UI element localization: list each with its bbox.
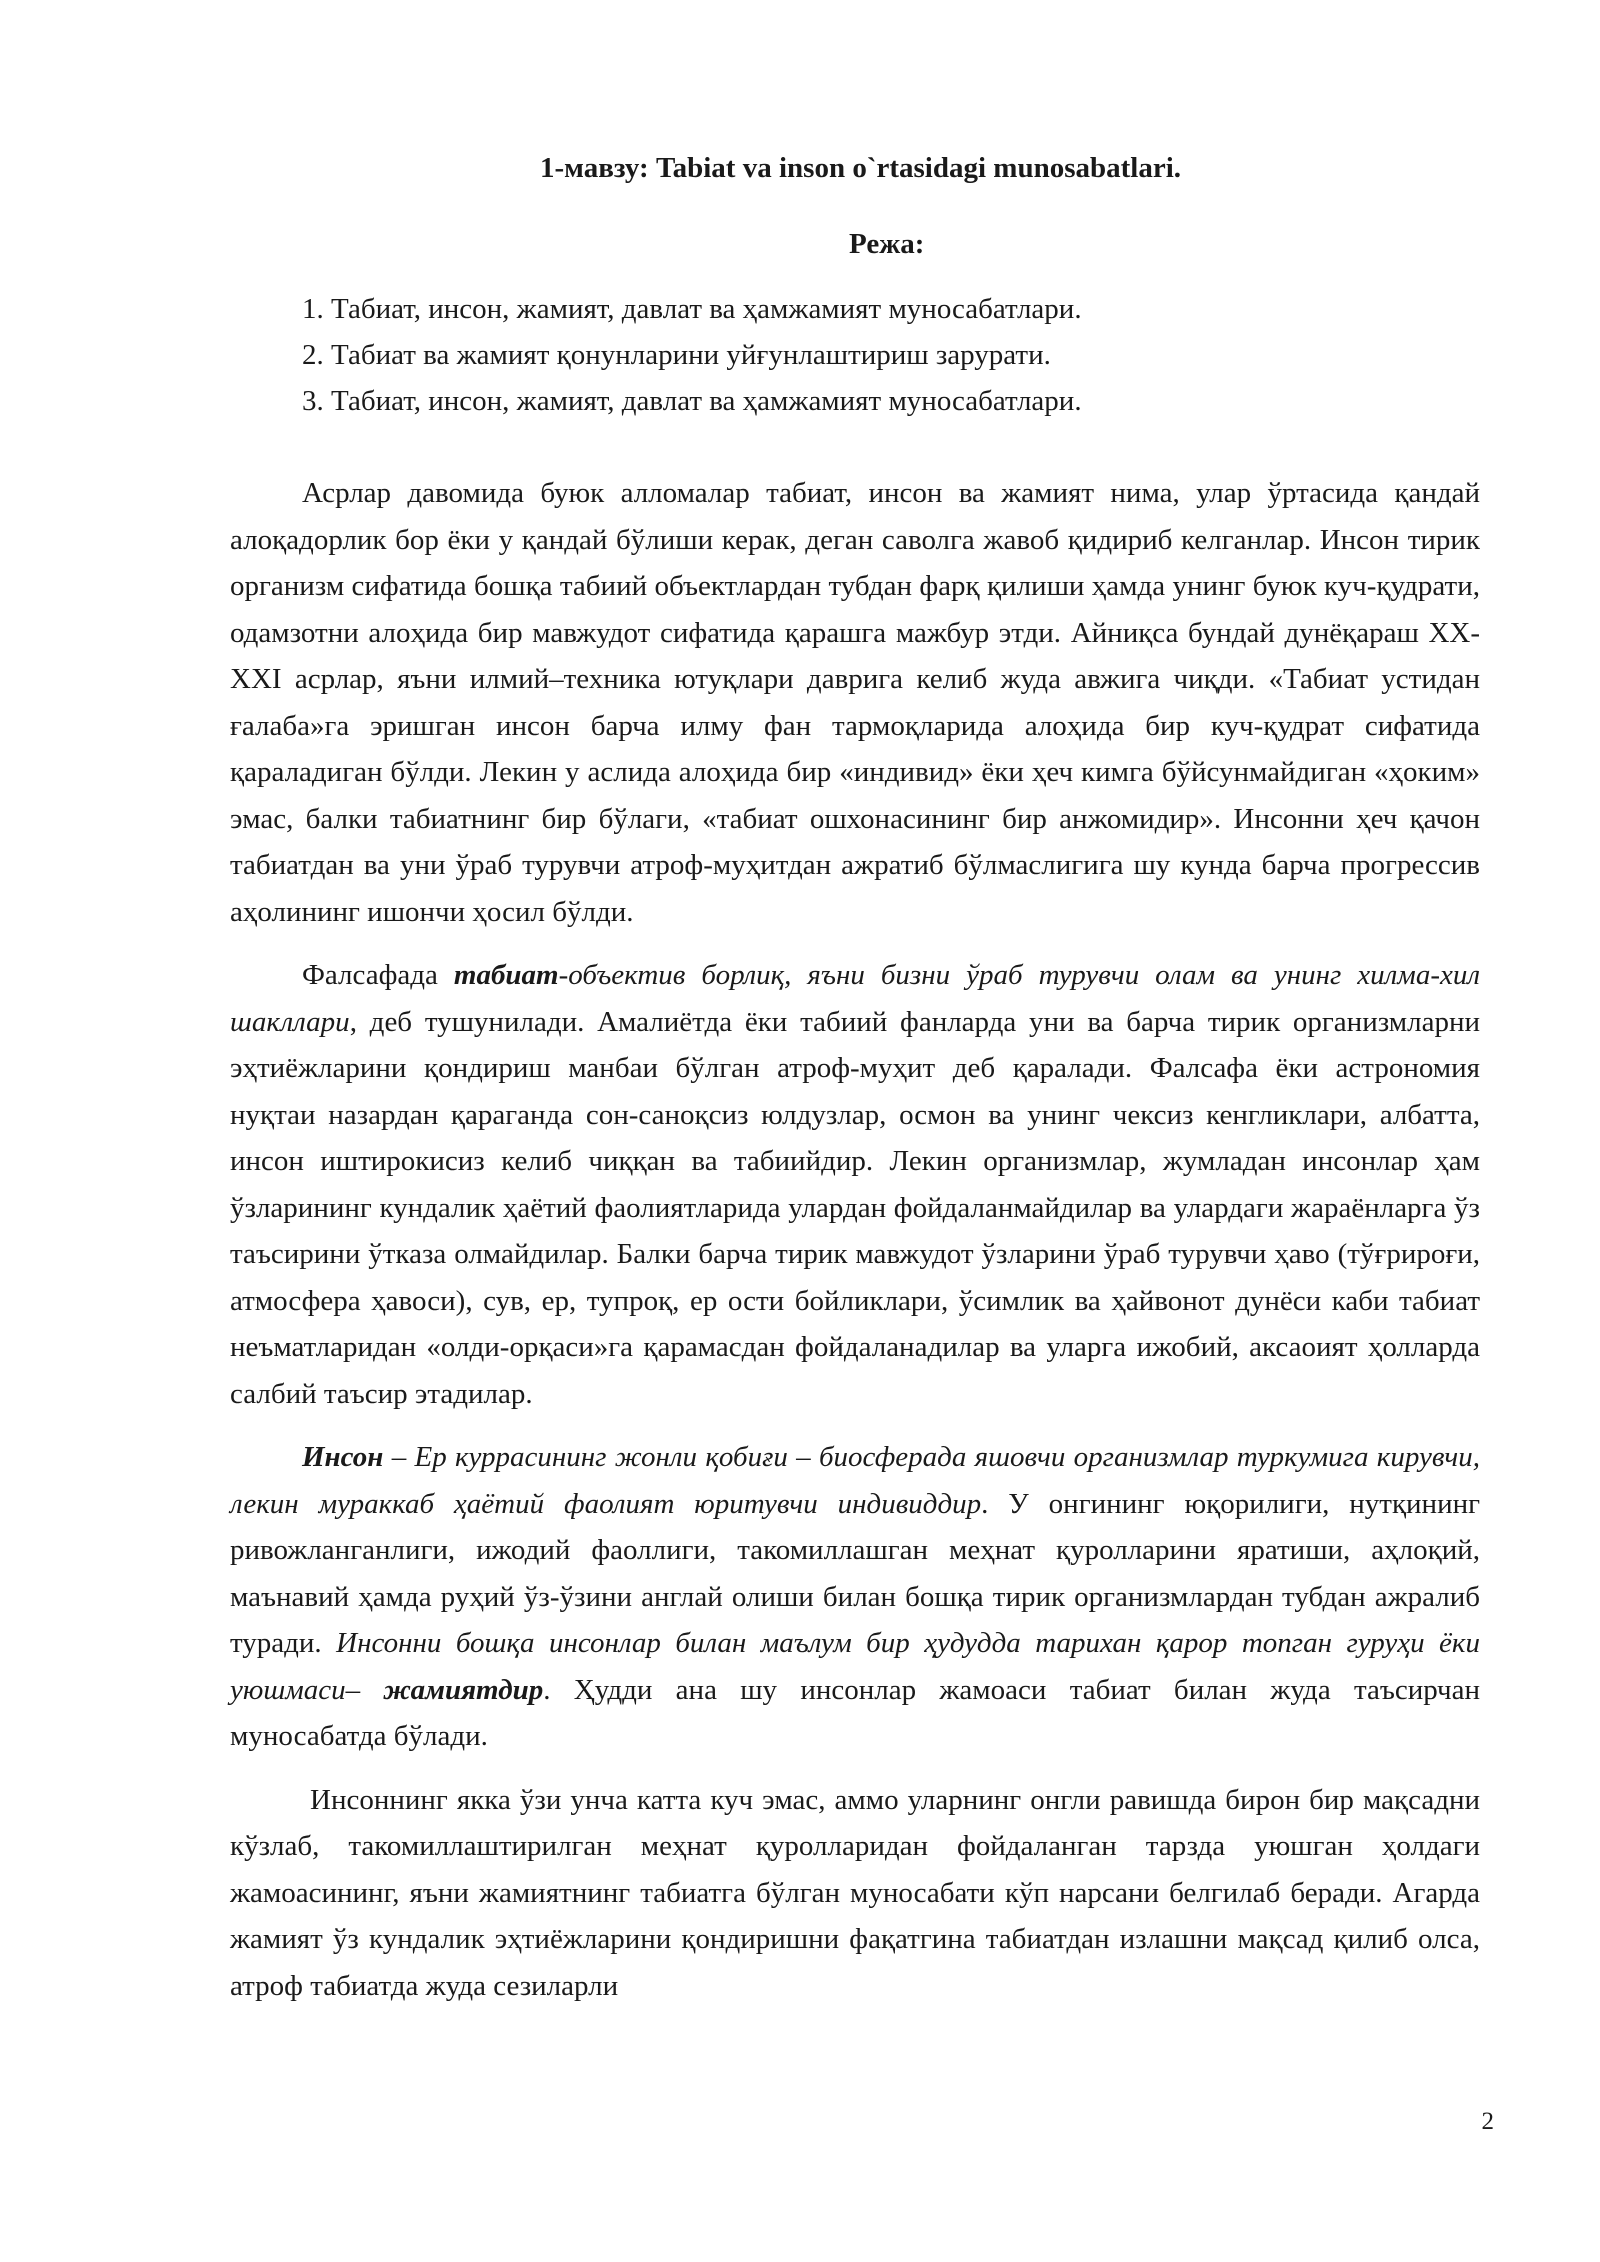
term-nature: табиат — [453, 959, 559, 991]
term-human: Инсон — [302, 1441, 384, 1473]
plan-heading: Режа: — [849, 228, 925, 260]
plan-item: 3. Табиат, инсон, жамият, давлат ва ҳамжамият муносабатлари. — [302, 385, 1082, 417]
body-text — [230, 470, 1480, 2009]
definition-nature: -объектив борлиқ, яъни бизни ўраб турувчи олам ва унинг хилма-хил шакллари — [230, 959, 1480, 1038]
paragraph-3 — [230, 1434, 1480, 1760]
plan-list — [302, 286, 1082, 424]
plan-item: 2. Табиат ва жамият қонунларини уйғунлаштириш зарурати. — [302, 339, 1051, 371]
paragraph-2-lead: Фалсафада — [302, 959, 454, 991]
paragraph-4: Инсоннинг якка ўзи унча катта куч эмас, аммо уларнинг онгли равишда бирон бир мақсадни кўзлаб, такомиллаштирилган меҳнат қуролларидан фойдаланган тарзда уюшган ҳолдаги жамоасининг, яъни жамиятнинг табиатга бўлган муносабати кўп нарсани белгилаб беради. Агарда жамият ўз кундалик эҳтиёжларини қондиришни фақатгина табиатдан излашни мақсад қилиб олса, атроф табиатда жуда сезиларли — [230, 1783, 1480, 2002]
plan-item: 1. Табиат, инсон, жамият, давлат ва ҳамжамият муносабатлари. — [302, 293, 1082, 325]
definition-society: Инсонни бошқа инсонлар билан маълум бир ҳудудда тарихан қарор топган гуруҳи ёки уюшмаси– — [230, 1627, 1480, 1706]
paragraph-1: Асрлар давомида буюк алломалар табиат, инсон ва жамият нима, улар ўртасида қандай алоқадорлик бор ёки у қандай бўлиши керак, деган саволга жавоб қидириб келганлар. Инсон тирик организм сифатида бошқа табиий объектлардан тубдан фарқ қилиши ҳамда унинг буюк куч-қудрати, одамзотни алоҳида бир мавжудот сифатида қарашга мажбур этди. Айниқса бундай дунёқараш XX-XXI асрлар, яъни илмий–техника ютуқлари даврига келиб жуда авжига чиқди. «Табиат устидан ғалаба»га эришган инсон барча илму фан тармоқларида алоҳида бир куч-қудрат сифатида қараладиган бўлди. Лекин у аслида алоҳида бир «индивид» ёки ҳеч кимга бўйсунмайдиган «ҳоким» эмас, балки табиатнинг бир бўлаги, «табиат ошхонасининг бир анжомидир». Инсонни ҳеч қачон табиатдан ва уни ўраб турувчи атроф-муҳитдан ажратиб бўлмаслигига шу кунда барча прогрессив аҳолининг ишончи ҳосил бўлди. — [230, 477, 1480, 928]
paragraph-3-rest: . Ҳудди ана шу инсонлар жамоаси табиат билан жуда таъсирчан муносабатда бўлади. — [230, 1673, 1481, 1752]
paragraph-3-middle: . У онгининг юқорилиги, нутқининг ривожланганлиги, ижодий фаоллиги, такомиллашган меҳнат қуролларини яратиши, аҳлоқий, маънавий ҳамда руҳий ўз-ўзини англай олиши билан бошқа тирик организмлардан тубдан ажралиб туради. — [230, 1487, 1481, 1659]
paragraph-2-rest: , деб тушунилади. Амалиётда ёки табиий фанларда уни ва барча тирик организмларни эҳтиёжларини қондириш манбаи бўлган атроф-муҳит деб қаралади. Фалсафа ёки астрономия нуқтаи назардан қараганда сон-саноқсиз юлдузлар, осмон ва унинг чексиз кенгликлари, албатта, инсон иштирокисиз келиб чиққан ва табиийдир. Лекин организмлар, жумладан инсонлар ҳам ўзларининг кундалик ҳаётий фаолиятларида улардан фойдаланмайдилар ва улардаги жараёнларга ўз таъсирини ўтказа олмайдилар. Балки барча тирик мавжудот ўзларини ўраб турувчи ҳаво (тўғрироғи, атмосфера ҳавоси), сув, ер, тупроқ, ер ости бойликлари, ўсимлик ва ҳайвонот дунёси каби табиат неъматларидан «олди-орқаси»га қарамасдан фойдаланадилар ва уларга ижобий, аксаоият ҳолларда салбий таъсир этадилар. — [230, 1005, 1480, 1410]
term-society: жамиятдир — [383, 1673, 544, 1706]
definition-human: – Ер куррасининг жонли қобиғи – биосферада яшовчи организмлар туркумига кирувчи, лекин мураккаб ҳаётий фаолият юритувчи индивиддир — [230, 1441, 1480, 1520]
paragraph-2 — [230, 952, 1480, 1417]
page-title: 1-мавзу: Tabiat va inson o`rtasidagi munosabatlari. — [540, 152, 1182, 184]
page-number: 2 — [1481, 2108, 1494, 2135]
